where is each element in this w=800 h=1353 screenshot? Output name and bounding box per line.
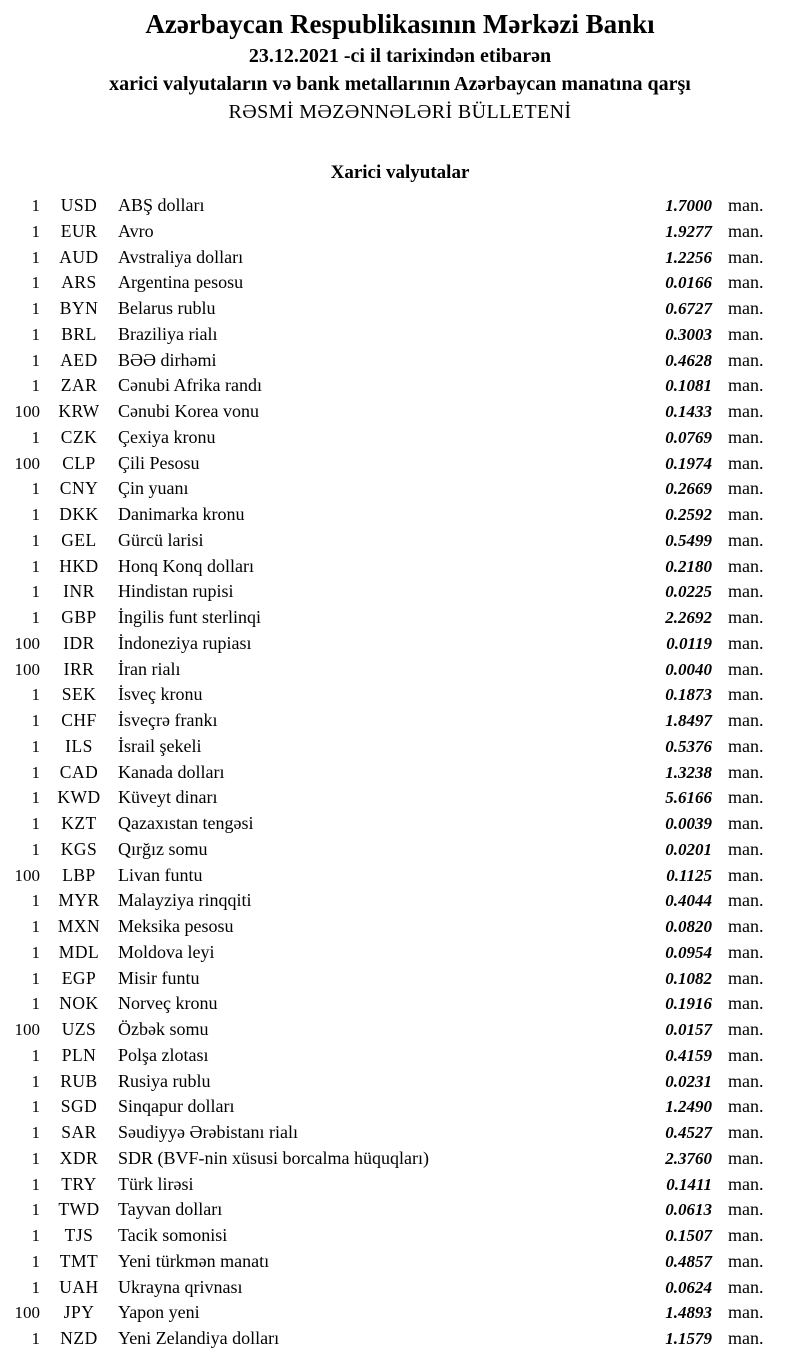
unit-quantity: 100 [14, 633, 40, 653]
currency-code: AED [60, 349, 98, 370]
manat-unit-label: man. [728, 1096, 764, 1117]
rate-value: 0.0157 [665, 1020, 712, 1039]
manat-unit-label: man. [728, 1302, 764, 1323]
currency-code: AUD [59, 246, 99, 267]
currency-name: İran rialı [118, 658, 181, 679]
unit-quantity: 1 [31, 350, 40, 370]
manat-unit-label: man. [728, 1328, 764, 1348]
unit-quantity: 1 [31, 299, 40, 318]
unit-quantity: 1 [31, 1226, 40, 1245]
currency-code: CAD [59, 761, 99, 782]
currency-code: RUB [60, 1070, 98, 1091]
unit-quantity: 100 [14, 1020, 40, 1039]
unit-quantity: 1 [31, 1277, 40, 1297]
currency-row [0, 1223, 800, 1249]
manat-unit-label: man. [728, 426, 764, 447]
currency-row [0, 1326, 800, 1352]
rate-value: 0.4628 [665, 350, 712, 370]
currency-code: BRL [61, 323, 97, 344]
rate-value: 1.1579 [665, 1329, 712, 1348]
currency-row [0, 425, 800, 451]
currency-row [0, 1197, 800, 1223]
unit-quantity: 1 [31, 814, 40, 833]
currency-name: Danimarka kronu [118, 504, 245, 524]
manat-unit-label: man. [728, 813, 764, 833]
manat-unit-label: man. [728, 967, 764, 988]
currency-row [0, 940, 800, 966]
currency-name: Meksika pesosu [118, 916, 234, 936]
manat-unit-label: man. [728, 761, 764, 782]
unit-quantity: 1 [31, 1148, 40, 1168]
currency-row [0, 1017, 800, 1043]
manat-unit-label: man. [728, 349, 764, 370]
currency-name: Polşa zlotası [118, 1044, 209, 1065]
bulletin-title: RƏSMİ MƏZƏNNƏLƏRİ BÜLLETENİ [228, 101, 572, 123]
rate-value: 0.0201 [665, 839, 712, 859]
rate-value: 1.9277 [665, 221, 712, 241]
currency-code: DKK [59, 504, 99, 524]
currency-name: Belarus rublu [118, 298, 216, 318]
currency-row [0, 811, 800, 837]
currency-name: Honq Konq dolları [118, 555, 254, 576]
currency-name: Sinqapur dolları [118, 1096, 235, 1117]
rate-value: 1.2490 [665, 1097, 712, 1117]
currency-name: ABŞ dolları [118, 195, 205, 215]
section-title-foreign-currencies: Xarici valyutalar [330, 162, 470, 183]
currency-row [0, 399, 800, 425]
currency-row [0, 245, 800, 271]
currency-code: GEL [61, 529, 97, 550]
currency-code: INR [63, 581, 95, 602]
currency-code: GBP [61, 607, 97, 627]
currency-name: Özbək somu [118, 1019, 209, 1039]
rate-value: 0.4159 [665, 1045, 712, 1065]
currency-name: Çili Pesosu [118, 452, 200, 473]
manat-unit-label: man. [728, 504, 764, 524]
unit-quantity: 1 [31, 247, 40, 267]
currency-code: CNY [59, 478, 99, 499]
currency-row [0, 322, 800, 348]
unit-quantity: 1 [31, 221, 40, 241]
currency-name: Kanada dolları [118, 761, 225, 782]
currency-row [0, 579, 800, 605]
rate-value: 0.0954 [665, 942, 712, 962]
unit-quantity: 100 [14, 659, 40, 679]
manat-unit-label: man. [728, 684, 764, 705]
currency-code: SGD [60, 1096, 98, 1117]
currency-code: MDL [58, 941, 100, 962]
currency-code: NOK [59, 993, 99, 1014]
currency-code: TJS [64, 1225, 94, 1245]
rate-value: 0.5499 [665, 530, 712, 550]
manat-unit-label: man. [728, 1147, 764, 1168]
currency-row [0, 863, 800, 889]
currency-name: Yeni türkmən manatı [118, 1250, 270, 1271]
unit-quantity: 1 [31, 376, 40, 396]
currency-row [0, 1120, 800, 1146]
rate-value: 0.0039 [665, 814, 712, 833]
unit-quantity: 1 [31, 427, 40, 447]
currency-row [0, 296, 800, 322]
currency-row [0, 708, 800, 734]
manat-unit-label: man. [728, 632, 764, 653]
currency-code: KRW [58, 401, 100, 421]
currency-row [0, 734, 800, 760]
manat-unit-label: man. [728, 298, 764, 318]
unit-quantity: 1 [31, 530, 40, 550]
manat-unit-label: man. [728, 195, 764, 215]
unit-quantity: 1 [31, 762, 40, 782]
unit-quantity: 1 [31, 917, 40, 936]
manat-unit-label: man. [728, 993, 764, 1014]
unit-quantity: 1 [31, 711, 40, 730]
unit-quantity: 1 [31, 608, 40, 627]
unit-quantity: 1 [31, 1097, 40, 1117]
currency-code: UZS [61, 1019, 97, 1039]
currency-code: CHF [61, 710, 97, 730]
currency-code: JPY [63, 1302, 95, 1323]
unit-quantity: 100 [14, 865, 40, 885]
manat-unit-label: man. [728, 1199, 764, 1220]
manat-unit-label: man. [728, 1250, 764, 1271]
manat-unit-label: man. [728, 890, 764, 911]
currency-row [0, 502, 800, 528]
rate-value: 5.6166 [665, 788, 712, 808]
currency-row [0, 1249, 800, 1275]
currency-name: Qırğız somu [118, 838, 208, 859]
currency-row [0, 966, 800, 992]
currency-row [0, 373, 800, 399]
manat-unit-label: man. [728, 529, 764, 550]
currency-name: Avro [118, 220, 154, 241]
currency-name: Malayziya rinqqiti [118, 890, 252, 911]
currency-code: UAH [59, 1276, 99, 1297]
unit-quantity: 1 [31, 736, 40, 756]
rate-value: 0.0225 [665, 582, 712, 602]
rate-value: 1.8497 [665, 711, 712, 730]
currency-name: SDR (BVF-nin xüsusi borcalma hüquqları) [118, 1147, 429, 1168]
manat-unit-label: man. [728, 864, 764, 885]
currency-name: Səudiyyə Ərəbistanı rialı [118, 1122, 298, 1142]
manat-unit-label: man. [728, 220, 764, 241]
currency-code: KZT [61, 813, 97, 833]
currency-name: Rusiya rublu [118, 1070, 211, 1091]
manat-unit-label: man. [728, 555, 764, 576]
currency-row [0, 348, 800, 374]
manat-unit-label: man. [728, 607, 764, 627]
rate-value: 0.1873 [665, 685, 712, 705]
currency-name: İsveç kronu [118, 684, 203, 705]
manat-unit-label: man. [728, 581, 764, 602]
currency-row [0, 682, 800, 708]
unit-quantity: 1 [31, 273, 40, 293]
currency-row [0, 1069, 800, 1095]
rate-value: 1.7000 [665, 196, 712, 215]
currency-row [0, 1300, 800, 1326]
unit-quantity: 1 [31, 994, 40, 1014]
unit-quantity: 1 [31, 891, 40, 911]
currency-name: Gürcü larisi [118, 529, 204, 550]
unit-quantity: 100 [14, 453, 40, 473]
unit-quantity: 100 [14, 1303, 40, 1323]
unit-quantity: 1 [31, 968, 40, 988]
currency-code: EGP [61, 967, 97, 988]
unit-quantity: 1 [31, 685, 40, 705]
rate-value: 0.0166 [665, 273, 712, 293]
currency-code: CLP [62, 452, 96, 473]
rate-value: 0.0040 [665, 659, 712, 679]
manat-unit-label: man. [728, 1044, 764, 1065]
currency-name: Braziliya rialı [118, 323, 218, 344]
manat-unit-label: man. [728, 401, 764, 421]
manat-unit-label: man. [728, 246, 764, 267]
currency-name: Küveyt dinarı [118, 787, 218, 808]
currency-name: BƏƏ dirhəmi [118, 349, 217, 370]
unit-quantity: 1 [31, 1045, 40, 1065]
unit-quantity: 1 [31, 196, 40, 215]
unit-quantity: 1 [31, 479, 40, 499]
manat-unit-label: man. [728, 658, 764, 679]
currency-row [0, 270, 800, 296]
currency-name: Misir funtu [118, 967, 200, 988]
currency-row [0, 631, 800, 657]
rate-value: 0.1082 [665, 968, 712, 988]
currency-name: Tayvan dolları [118, 1199, 223, 1220]
currency-row [0, 1275, 800, 1301]
currency-name: İsveçrə frankı [118, 710, 218, 730]
currency-name: Argentina pesosu [118, 272, 244, 293]
rate-value: 0.0820 [665, 917, 712, 936]
currency-code: EUR [60, 220, 98, 241]
unit-quantity: 1 [31, 556, 40, 576]
manat-unit-label: man. [728, 452, 764, 473]
currency-code: HKD [59, 555, 99, 576]
currency-row [0, 888, 800, 914]
currency-name: İsrail şekeli [118, 735, 202, 756]
currency-code: ZAR [60, 375, 98, 396]
currency-name: Türk lirəsi [118, 1173, 194, 1194]
currency-code: NZD [60, 1328, 98, 1348]
currency-row [0, 1172, 800, 1198]
rate-value: 0.3003 [665, 324, 712, 344]
currency-code: TWD [58, 1199, 100, 1220]
currency-name: Çexiya kronu [118, 426, 216, 447]
unit-quantity: 100 [14, 402, 40, 421]
currency-name: Livan funtu [118, 864, 203, 885]
unit-quantity: 1 [31, 1200, 40, 1220]
manat-unit-label: man. [728, 1173, 764, 1194]
rate-value: 0.1916 [665, 994, 712, 1014]
rate-value: 0.2592 [665, 505, 712, 524]
manat-unit-label: man. [728, 323, 764, 344]
currency-row [0, 219, 800, 245]
currency-name: İndoneziya rupiası [118, 632, 252, 653]
manat-unit-label: man. [728, 838, 764, 859]
rate-value: 0.1974 [665, 453, 712, 473]
subject-line: xarici valyutaların və bank metallarının Azərbaycan manatına qarşı [109, 73, 691, 95]
rate-value: 0.1433 [665, 402, 712, 421]
bank-title: Azərbaycan Respublikasının Mərkəzi Bankı [145, 9, 655, 39]
rate-value: 0.5376 [665, 736, 712, 756]
currency-row [0, 451, 800, 477]
currency-name: Avstraliya dolları [118, 246, 244, 267]
currency-code: ARS [61, 272, 97, 293]
manat-unit-label: man. [728, 375, 764, 396]
currency-name: İngilis funt sterlinqi [118, 607, 261, 627]
currency-code: ILS [65, 735, 93, 756]
currency-rates-table [0, 193, 800, 1352]
effective-date-line: 23.12.2021 -ci il tarixindən etibarən [248, 45, 552, 67]
currency-row [0, 193, 800, 219]
currency-name: Yapon yeni [118, 1302, 200, 1323]
currency-name: Cənubi Korea vonu [118, 401, 259, 421]
manat-unit-label: man. [728, 735, 764, 756]
rate-value: 0.0231 [665, 1071, 712, 1091]
rate-value: 2.2692 [665, 608, 712, 627]
manat-unit-label: man. [728, 916, 764, 936]
manat-unit-label: man. [728, 1225, 764, 1245]
currency-code: LBP [62, 864, 96, 885]
rate-value: 1.4893 [665, 1303, 712, 1323]
currency-code: SAR [61, 1122, 97, 1142]
rate-value: 0.1081 [665, 376, 712, 396]
currency-code: XDR [59, 1147, 99, 1168]
currency-row [0, 785, 800, 811]
unit-quantity: 1 [31, 324, 40, 344]
rate-value: 0.1507 [665, 1226, 712, 1245]
rate-value: 0.0624 [665, 1277, 712, 1297]
currency-row [0, 554, 800, 580]
currency-row [0, 657, 800, 683]
currency-code: SEK [61, 684, 97, 705]
rate-value: 0.2669 [665, 479, 712, 499]
manat-unit-label: man. [728, 272, 764, 293]
rate-value: 0.0613 [665, 1200, 712, 1220]
currency-row [0, 1094, 800, 1120]
rate-value: 0.2180 [665, 556, 712, 576]
unit-quantity: 1 [31, 1251, 40, 1271]
unit-quantity: 1 [31, 1174, 40, 1194]
rate-value: 0.4857 [665, 1251, 712, 1271]
rate-value: 1.3238 [665, 762, 712, 782]
rate-value: 0.6727 [665, 299, 712, 318]
manat-unit-label: man. [728, 1122, 764, 1142]
currency-name: Tacik somonisi [118, 1225, 228, 1245]
rate-value: 0.0769 [665, 427, 712, 447]
currency-code: MXN [57, 916, 101, 936]
currency-name: Çin yuanı [118, 478, 189, 499]
rate-value: 0.0119 [666, 633, 712, 653]
unit-quantity: 1 [31, 942, 40, 962]
unit-quantity: 1 [31, 1071, 40, 1091]
currency-row [0, 1043, 800, 1069]
currency-code: MYR [58, 890, 100, 911]
rate-value: 0.1411 [666, 1174, 712, 1194]
currency-code: PLN [61, 1044, 97, 1065]
currency-row [0, 991, 800, 1017]
manat-unit-label: man. [728, 710, 764, 730]
unit-quantity: 1 [31, 1329, 40, 1348]
currency-code: IDR [63, 632, 95, 653]
unit-quantity: 1 [31, 582, 40, 602]
currency-code: CZK [60, 426, 98, 447]
currency-code: USD [60, 195, 98, 215]
rate-value: 0.4044 [665, 891, 712, 911]
manat-unit-label: man. [728, 1019, 764, 1039]
manat-unit-label: man. [728, 1070, 764, 1091]
currency-name: Norveç kronu [118, 993, 218, 1014]
rate-value: 1.2256 [665, 247, 712, 267]
manat-unit-label: man. [728, 787, 764, 808]
currency-row [0, 914, 800, 940]
currency-row [0, 1146, 800, 1172]
currency-code: TRY [61, 1173, 97, 1194]
currency-name: Yeni Zelandiya dolları [118, 1328, 280, 1348]
manat-unit-label: man. [728, 478, 764, 499]
unit-quantity: 1 [31, 839, 40, 859]
currency-name: Ukrayna qrivnası [118, 1276, 243, 1297]
unit-quantity: 1 [31, 788, 40, 808]
currency-code: KGS [60, 838, 98, 859]
manat-unit-label: man. [728, 1276, 764, 1297]
rate-value: 0.1125 [666, 865, 712, 885]
currency-row [0, 605, 800, 631]
currency-code: IRR [63, 658, 95, 679]
currency-name: Moldova leyi [118, 941, 215, 962]
currency-code: KWD [57, 787, 101, 808]
manat-unit-label: man. [728, 941, 764, 962]
currency-row [0, 837, 800, 863]
currency-code: TMT [59, 1250, 99, 1271]
rate-value: 2.3760 [665, 1148, 712, 1168]
unit-quantity: 1 [31, 505, 40, 524]
currency-row [0, 528, 800, 554]
rate-value: 0.4527 [665, 1123, 712, 1142]
unit-quantity: 1 [31, 1123, 40, 1142]
currency-name: Qazaxıstan tengəsi [118, 813, 254, 833]
currency-code: BYN [59, 298, 99, 318]
currency-row [0, 476, 800, 502]
currency-name: Cənubi Afrika randı [118, 375, 262, 396]
currency-name: Hindistan rupisi [118, 581, 234, 602]
currency-row [0, 760, 800, 786]
